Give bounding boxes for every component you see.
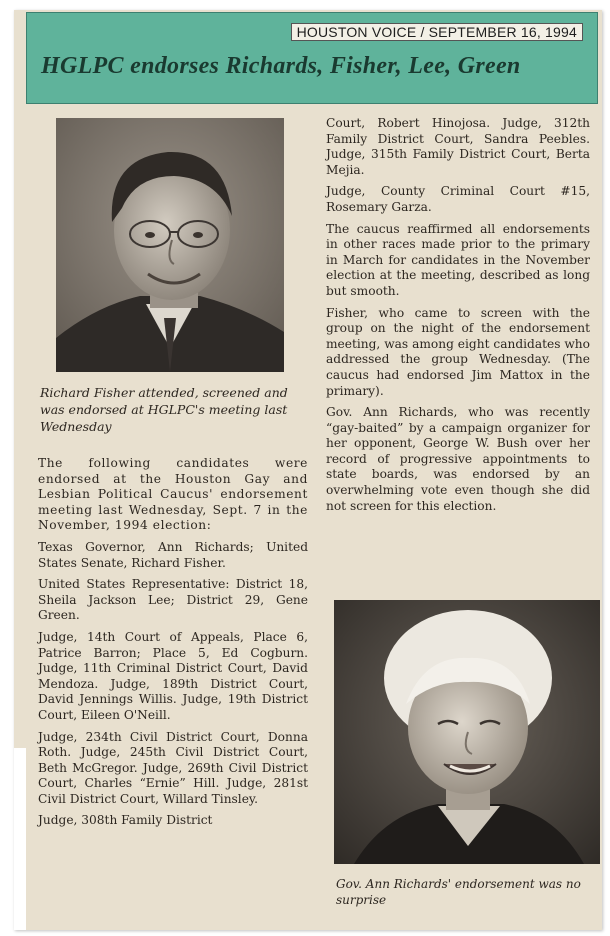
fisher-photo-caption: Richard Fisher attended, screened and was endorsed at HGLPC's meeting last Wednesday [40, 385, 288, 434]
photo-ann-richards [334, 600, 600, 864]
richards-photo-caption: Gov. Ann Richards' endorsement was no surprise [336, 877, 581, 907]
header-band [26, 12, 598, 104]
article-paragraph: Judge, County Criminal Court #15, Rosemary Garza. [326, 184, 590, 214]
article-column-left [38, 456, 308, 835]
article-paragraph: Judge, 308th Family District [38, 813, 213, 828]
article-paragraph: United States Representative: District 18, Sheila Jackson Lee; District 29, Gene Green. [38, 577, 308, 623]
article-paragraph: Court, Robert Hinojosa. Judge, 312th Family District Court, Sandra Peebles. Judge, 315th Family District Court, Berta Mejia. [326, 116, 590, 177]
clipping-edge [14, 748, 26, 930]
masthead: HOUSTON VOICE / SEPTEMBER 16, 1994 [291, 23, 583, 41]
article-paragraph: Judge, 234th Civil District Court, Donna Roth. Judge, 245th Civil District Court, Beth McGregor. Judge, 269th Civil District Court, Charles “Ernie” Hill. Judge, 281st Civil District Court, Willard Tinsley. [38, 729, 308, 806]
article-paragraph: The following candidates were endorsed at the Houston Gay and Lesbian Political Caucus' endorsement meeting last Wednesday, Sept. 7 in the November, 1994 election: [38, 456, 308, 533]
article-paragraph: Texas Governor, Ann Richards; United States Senate, Richard Fisher. [38, 539, 308, 570]
article-paragraph: Fisher, who came to screen with the group on the night of the endorsement meeting, was among eight candidates who addressed the group Wednesday. (The caucus had endorsed Jim Mattox in the primary). [326, 305, 590, 398]
headline: HGLPC endorses Richards, Fisher, Lee, Green [41, 53, 521, 79]
article-paragraph: Gov. Ann Richards, who was recently “gay-baited” by a campaign organizer for her opponent, George W. Bush over her record of progressive appointments to state boards, was endorsed by an overwhelming vote even though she did not screen for this election. [326, 405, 590, 513]
article-column-right [326, 116, 590, 520]
fisher-portrait-icon [56, 118, 284, 372]
article-paragraph: Judge, 14th Court of Appeals, Place 6, Patrice Barron; Place 5, Ed Cogburn. Judge, 11th Criminal District Court, David Mendoza. Judge, 189th District Court, David Jennings Willis. Judge, 19th District Court, Eileen O'Neill. [38, 629, 308, 722]
richards-portrait-icon [334, 600, 600, 864]
article-paragraph: The caucus reaffirmed all endorsements in other races made prior to the primary in March for candidates in the November election at the meeting, described as long but smooth. [326, 221, 590, 298]
photo-richard-fisher [56, 118, 284, 372]
